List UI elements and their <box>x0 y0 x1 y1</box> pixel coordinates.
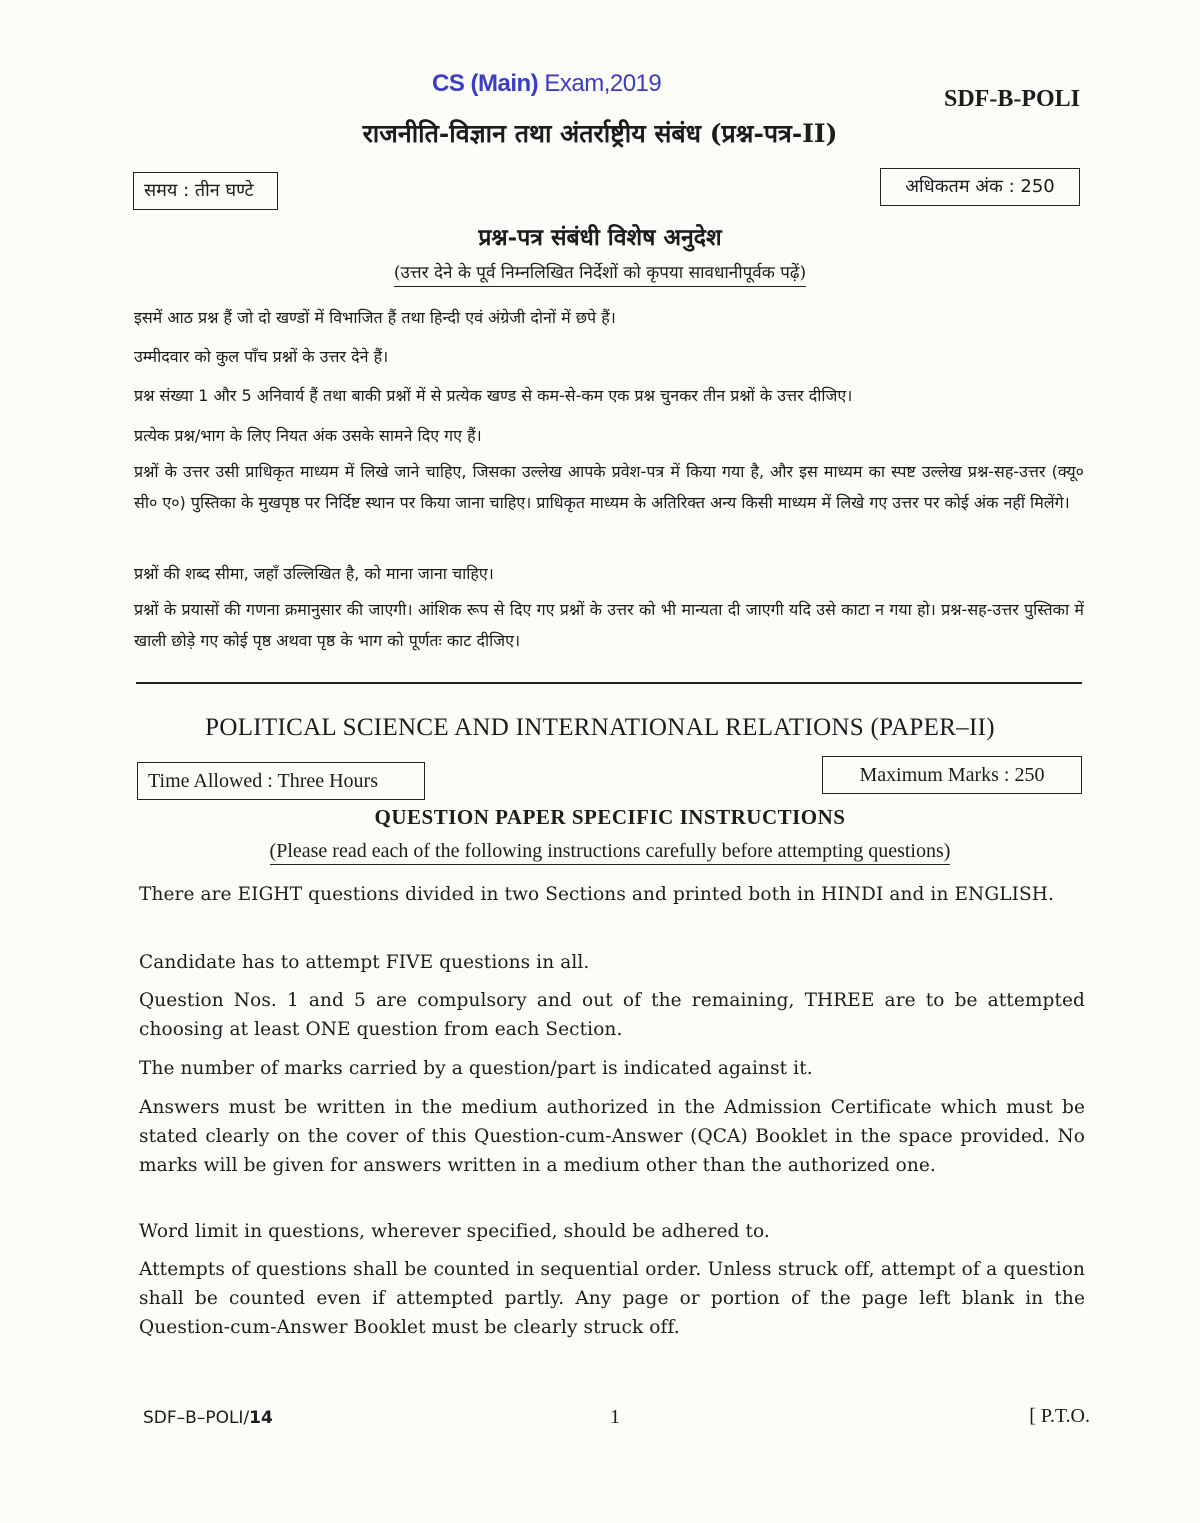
hindi-instruction: प्रत्येक प्रश्न/भाग के लिए नियत अंक उसके सामने दिए गए हैं। <box>134 426 482 445</box>
footer-code-prefix: SDF–B–POLI/ <box>143 1408 250 1428</box>
stamp-main: CS (Main) <box>432 70 539 97</box>
stamp-exam: Exam,2019 <box>538 70 662 97</box>
footer-page-count: 14 <box>249 1408 273 1428</box>
hindi-subheading-text: (उत्तर देने के पूर्व निम्नलिखित निर्देशों को कृपया सावधानीपूर्वक पढ़ें) <box>394 263 806 287</box>
hindi-instruction: प्रश्न संख्या 1 और 5 अनिवार्य हैं तथा बाकी प्रश्नों में से प्रत्येक खण्ड से कम-से-कम एक प्रश्न चुनकर तीन प्रश्नों के उत्तर दीजिए। <box>134 386 853 405</box>
hindi-instruction: प्रश्नों के प्रयासों की गणना क्रमानुसार की जाएगी। आंशिक रूप से दिए गए प्रश्नों के उत्तर को भी मान्यता दी जाएगी यदि उसे काटा न गया हो। प्रश्न-सह-उत्तर पुस्तिका में खाली छोड़े गए कोई पृष्ठ अथवा पृष्ठ के भाग को पूर्णतः काट दीजिए। <box>134 600 1084 650</box>
english-instruction: Question Nos. 1 and 5 are compulsory and out of the remaining, THREE are to be attempted choosing at least ONE question from each Section. <box>139 990 1085 1040</box>
english-instruction: There are EIGHT questions divided in two Sections and printed both in HINDI and in ENGLISH. <box>139 884 1054 905</box>
english-instruction: Candidate has to attempt FIVE questions in all. <box>139 952 590 973</box>
english-subheading-text: (Please read each of the following instructions carefully before attempting questions) <box>270 840 951 865</box>
english-title: POLITICAL SCIENCE AND INTERNATIONAL RELATIONS (PAPER–II) <box>205 714 995 741</box>
english-time-box: Time Allowed : Three Hours <box>137 762 425 800</box>
english-instructions-heading: QUESTION PAPER SPECIFIC INSTRUCTIONS <box>374 805 846 829</box>
hindi-instructions-heading: प्रश्न-पत्र संबंधी विशेष अनुदेश <box>478 224 722 251</box>
hindi-instructions-subheading <box>0 260 1200 283</box>
page-number: 1 <box>610 1406 620 1428</box>
hindi-instruction: उम्मीदवार को कुल पाँच प्रश्नों के उत्तर देने हैं। <box>134 347 389 366</box>
pto-label: [ P.T.O. <box>1029 1405 1090 1427</box>
hindi-instruction: इसमें आठ प्रश्न हैं जो दो खण्डों में विभाजित हैं तथा हिन्दी एवं अंग्रेजी दोनों में छपे हैं। <box>134 308 616 327</box>
footer-paper-code <box>143 1408 273 1428</box>
english-marks-box: Maximum Marks : 250 <box>822 756 1082 794</box>
english-instruction: Attempts of questions shall be counted in sequential order. Unless struck off, attempt of a question shall be counted even if attempted partly. Any page or portion of the page left blank in the Question-cum-Answer Booklet must be clearly struck off. <box>139 1259 1085 1338</box>
english-instruction: Answers must be written in the medium authorized in the Admission Certificate which must be stated clearly on the cover of this Question-cum-Answer (QCA) Booklet in the space provided. No marks will be given for answers written in a medium other than the authorized one. <box>139 1097 1085 1176</box>
hindi-instruction: प्रश्नों की शब्द सीमा, जहाँ उल्लिखित है, को माना जाना चाहिए। <box>134 564 494 583</box>
exam-stamp <box>432 70 661 98</box>
hindi-instruction: प्रश्नों के उत्तर उसी प्राधिकृत माध्यम में लिखे जाने चाहिए, जिसका उल्लेख आपके प्रवेश-पत्र में किया गया है, और इस माध्यम का स्पष्ट उल्लेख प्रश्न-सह-उत्तर (क्यू० सी० ए०) पुस्तिका के मुखपृष्ठ पर निर्दिष्ट स्थान पर किया जाना चाहिए। प्राधिकृत माध्यम के अतिरिक्त अन्य किसी माध्यम में लिखे गए उत्तर पर कोई अंक नहीं मिलेंगे। <box>134 462 1084 512</box>
english-instruction: The number of marks carried by a question/part is indicated against it. <box>139 1058 813 1079</box>
english-instruction: Word limit in questions, wherever specified, should be adhered to. <box>139 1221 770 1242</box>
hindi-title: राजनीति-विज्ञान तथा अंतर्राष्ट्रीय संबंध (प्रश्न-पत्र-II) <box>362 119 838 148</box>
section-divider <box>136 682 1082 684</box>
hindi-marks-box: अधिकतम अंक : 250 <box>880 168 1080 206</box>
paper-code: SDF-B-POLI <box>943 86 1080 112</box>
hindi-time-box: समय : तीन घण्टे <box>133 172 278 210</box>
english-instructions-subheading <box>0 840 1200 863</box>
